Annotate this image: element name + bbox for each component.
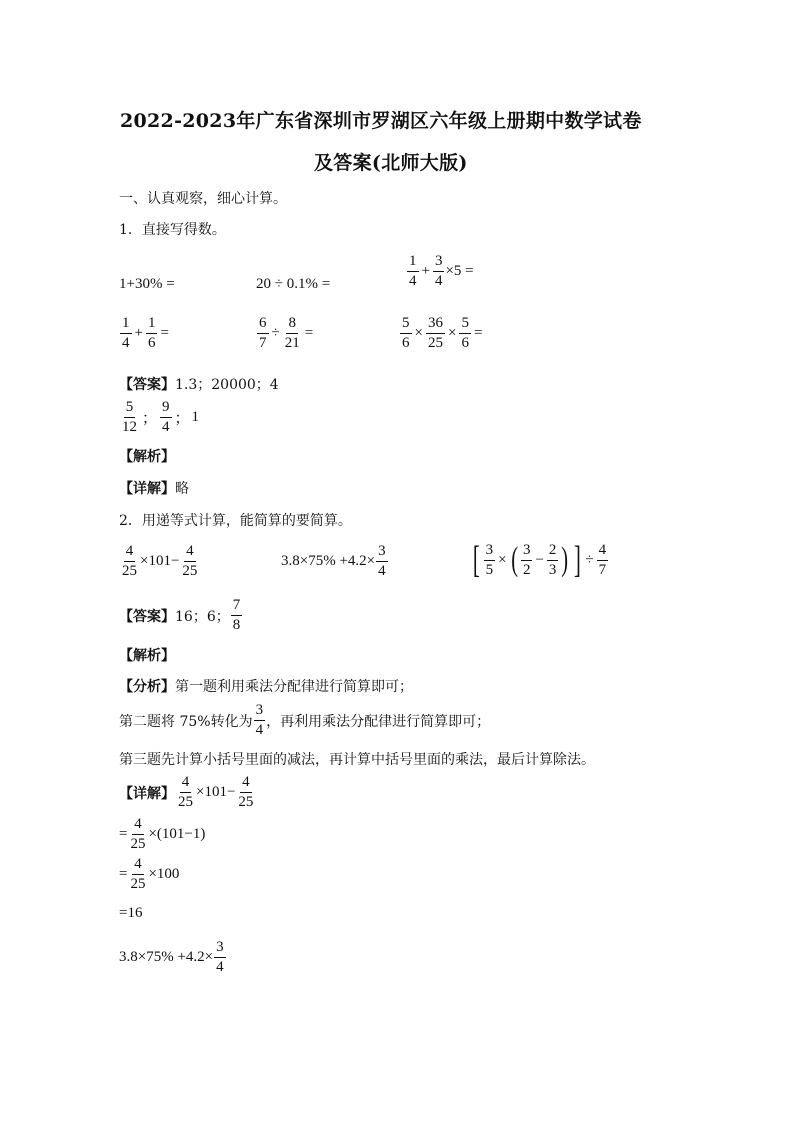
q1-detail: 【详解】略 — [119, 481, 189, 497]
fraction: $\frac{3}{5}$ — [485, 541, 494, 578]
q2-expr-1: $\frac{4}{25}$ ×101− $\frac{4}{25}$ — [122, 543, 198, 579]
fraction: $\frac{5}{6}$ — [402, 315, 410, 351]
q2-analysis-line3: 第三题先计算小括号里面的减法，再计算中括号里面的乘法，最后计算除法。 — [119, 752, 595, 768]
fraction: $\frac{4}{25}$ — [122, 543, 137, 579]
q1-item-b: 20 ÷ 0.1% = — [256, 276, 331, 292]
q2-detail-step-1: 【详解】 $\frac{4}{25}$ ×101− $\frac{4}{25}$ — [119, 774, 254, 810]
q1-item-f: $\frac{5}{6}$ × $\frac{36}{25}$ × $\frac{5}{6}$ = — [402, 315, 483, 351]
q2-detail-step-2: = $\frac{4}{25}$ ×(101−1) — [119, 816, 206, 852]
fraction: $\frac{3}{2}$ — [522, 541, 531, 578]
q2-expr-3: [ $\frac{3}{5}$ × ( $\frac{3}{2}$ − $\frac{2}{3}$ ) ] ÷ $\frac{4}{7}$ — [472, 539, 607, 581]
fraction: $\frac{2}{3}$ — [548, 541, 557, 578]
right-bracket: ] — [573, 539, 581, 581]
answer-text: 1.3；20000；4 — [175, 377, 279, 393]
q1-item-d: $\frac{1}{4}$ + $\frac{1}{6}$ = — [122, 315, 169, 351]
left-bracket: [ — [472, 539, 480, 581]
section-heading: 一、认真观察，细心计算。 — [119, 191, 287, 207]
fraction: $\frac{36}{25}$ — [427, 315, 443, 351]
q1-item-c: $\frac{1}{4}$ + $\frac{3}{4}$ ×5 = — [409, 253, 474, 289]
fraction: $\frac{6}{7}$ — [259, 315, 267, 351]
left-paren: ( — [510, 541, 518, 578]
answer-text: 16；6； — [175, 608, 230, 625]
fraction: $\frac{1}{4}$ — [122, 315, 130, 351]
fraction: $\frac{5}{6}$ — [461, 315, 469, 351]
fraction: $\frac{7}{8}$ — [232, 597, 241, 633]
q2-answer — [119, 598, 243, 633]
fraction: $\frac{3}{4}$ — [255, 702, 264, 738]
fraction: $\frac{8}{21}$ — [284, 315, 300, 351]
q1-analysis-label: 【解析】 — [119, 449, 175, 465]
q2-detail-step-3: = $\frac{4}{25}$ ×100 — [119, 856, 180, 892]
fraction: $\frac{4}{25}$ — [130, 816, 146, 852]
fraction: $\frac{4}{25}$ — [182, 543, 198, 579]
fraction: $\frac{4}{25}$ — [238, 774, 254, 810]
q2-fenxi: 【分析】第一题利用乘法分配律进行简算即可； — [119, 679, 413, 695]
fraction: $\frac{1}{6}$ — [147, 315, 156, 351]
q2-detail-step-4: =16 — [119, 905, 143, 921]
fraction: $\frac{4}{25}$ — [178, 774, 193, 810]
page-title: 2022-2023年广东省深圳市罗湖区六年级上册期中数学试卷 — [120, 110, 642, 132]
q2-expr-2: 3.8×75% +4.2× $\frac{3}{4}$ — [281, 543, 386, 579]
q2-detail-step-5: 3.8×75% +4.2× $\frac{3}{4}$ — [119, 939, 224, 975]
answer-label: 【答案】 — [119, 377, 175, 393]
fraction: $\frac{4}{7}$ — [598, 541, 607, 578]
q2-analysis-line2: 第二题将 75%转化为 $\frac{3}{4}$ ，再利用乘法分配律进行简算即可； — [119, 702, 491, 738]
page-title-line2: 及答案(北师大版) — [314, 152, 468, 174]
fraction: $\frac{5}{12}$ — [122, 399, 137, 435]
right-paren: ) — [561, 541, 569, 578]
q1-item-e: $\frac{6}{7}$ ÷ $\frac{8}{21}$ = — [259, 315, 314, 351]
fraction: $\frac{4}{25}$ — [130, 856, 146, 892]
q1-item-a: 1+30% = — [119, 276, 175, 292]
q1-answer — [119, 374, 279, 394]
fraction: $\frac{3}{4}$ — [434, 253, 443, 289]
q2-analysis-label: 【解析】 — [119, 648, 175, 664]
answer-label: 【答案】 — [119, 608, 175, 625]
fraction: $\frac{3}{4}$ — [216, 939, 224, 975]
fraction: $\frac{9}{4}$ — [162, 399, 170, 435]
fraction: $\frac{1}{4}$ — [409, 253, 417, 289]
question-1-label: 1．直接写得数。 — [119, 222, 226, 238]
fraction: $\frac{3}{4}$ — [378, 543, 386, 579]
q1-answer-fractions: $\frac{5}{12}$ ； $\frac{9}{4}$ ； 1 — [122, 399, 200, 435]
question-2-label: 2．用递等式计算，能简算的要简算。 — [119, 513, 352, 529]
